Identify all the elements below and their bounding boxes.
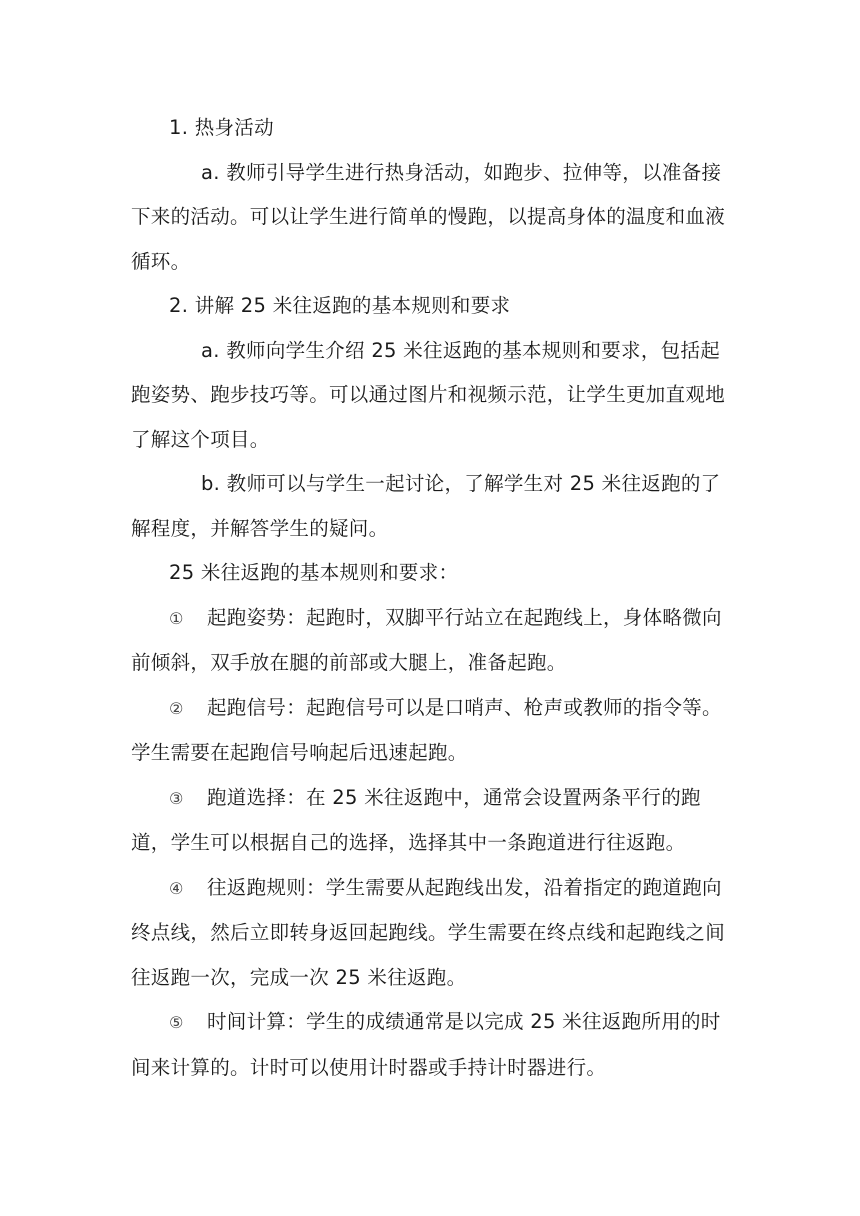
rule-marker: ④ <box>169 878 184 898</box>
rule-item-start-signal <box>131 686 731 776</box>
rule-marker: ⑤ <box>169 1013 184 1032</box>
rule-text: 往返跑规则：学生需要从起跑线出发，沿着指定的跑道跑向终点线，然后立即转身返回起跑线。学生需要在终点线和起跑线之间往返跑一次，完成一次 25 米往返跑。 <box>131 875 726 989</box>
rule-text: 起跑信号：起跑信号可以是口哨声、枪声或教师的指令等。学生需要在起跑信号响起后迅速起跑。 <box>131 695 722 764</box>
rule-text: 时间计算：学生的成绩通常是以完成 25 米往返跑所用的时间来计算的。计时可以使用计时器或手持计时器进行。 <box>131 1010 721 1079</box>
rule-item-lane-choice <box>131 776 731 866</box>
rule-text: 跑道选择：在 25 米往返跑中，通常会设置两条平行的跑道，学生可以根据自己的选择，选择其中一条跑道进行往返跑。 <box>131 785 701 854</box>
section-heading-rules: 2. 讲解 25 米往返跑的基本规则和要求 <box>169 294 511 317</box>
paragraph-rules-b: b. 教师可以与学生一起讨论，了解学生对 25 米往返跑的了解程度，并解答学生的疑问。 <box>131 472 721 540</box>
section-heading-warmup: 1. 热身活动 <box>169 116 274 139</box>
document-page <box>131 106 731 1090</box>
rule-text: 起跑姿势：起跑时，双脚平行站立在起跑线上，身体略微向前倾斜，双手放在腿的前部或大腿上，准备起跑。 <box>131 605 722 674</box>
rule-marker: ③ <box>169 788 184 808</box>
rule-item-shuttle-rules <box>131 866 731 1001</box>
rule-item-start-posture <box>131 596 731 686</box>
paragraph-warmup-a: a. 教师引导学生进行热身活动，如跑步、拉伸等，以准备接下来的活动。可以让学生进行简单的慢跑，以提高身体的温度和血液循环。 <box>131 160 726 273</box>
rule-marker: ② <box>169 698 184 718</box>
rule-marker: ① <box>169 608 184 628</box>
paragraph-rules-a: a. 教师向学生介绍 25 米往返跑的基本规则和要求，包括起跑姿势、跑步技巧等。可以通过图片和视频示范，让学生更加直观地了解这个项目。 <box>131 338 726 451</box>
rule-item-timing <box>131 1000 731 1090</box>
rules-title: 25 米往返跑的基本规则和要求： <box>169 561 459 584</box>
